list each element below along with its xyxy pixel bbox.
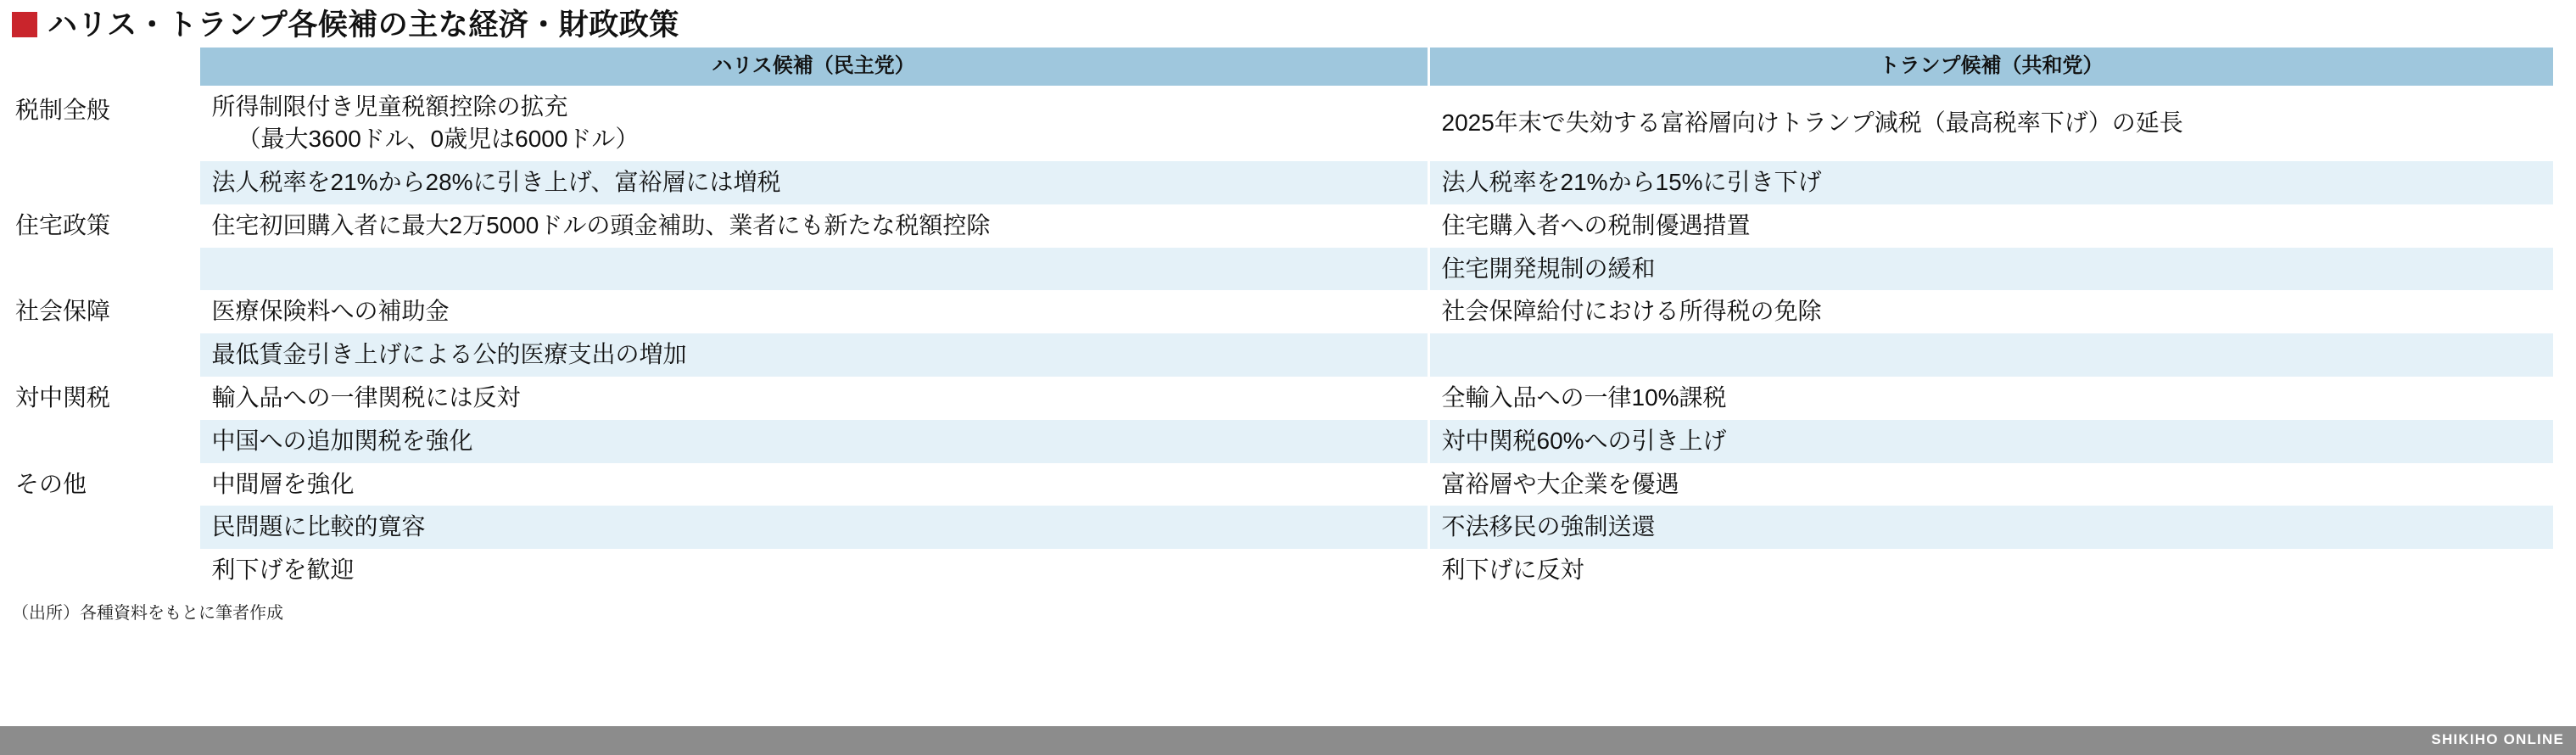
row-category-tax: 税制全般 (12, 86, 198, 161)
cell-harris-other-2: 民問題に比較的寛容 (198, 506, 1428, 549)
cell-trump-social-1: 社会保障給付における所得税の免除 (1428, 290, 2554, 333)
table-row (12, 377, 2554, 420)
table-row (12, 86, 2554, 161)
row-category-housing: 住宅政策 (12, 204, 198, 248)
cell-trump-tax-1: 2025年末で失効する富裕層向けトランプ減税（最高税率下げ）の延長 (1428, 86, 2554, 161)
row-category-china-tariff: 対中関税 (12, 377, 198, 420)
table-row (12, 463, 2554, 506)
cell-trump-other-2: 不法移民の強制送還 (1428, 506, 2554, 549)
table-wrap (0, 48, 2576, 592)
row-category-social-security: 社会保障 (12, 290, 198, 333)
cell-harris-tax-1-main: 所得制限付き児童税額控除の拡充 (211, 93, 568, 120)
cell-harris-other-3: 利下げを歓迎 (198, 549, 1428, 592)
table-row (12, 290, 2554, 333)
row-category-blank-1 (12, 161, 198, 204)
cell-harris-social-2: 最低賃金引き上げによる公的医療支出の増加 (198, 333, 1428, 377)
table-row (12, 549, 2554, 592)
column-header-trump: トランプ候補（共和党） (1428, 48, 2554, 86)
cell-trump-social-2 (1428, 333, 2554, 377)
cell-harris-tax-1-sub: （最大3600ドル、0歳児は6000ドル） (237, 126, 640, 153)
column-header-category (12, 48, 198, 86)
row-category-blank-5 (12, 506, 198, 549)
footer-brand-tag: SHIKIHO ONLINE (2431, 731, 2564, 747)
footer-bar (0, 726, 2576, 755)
policy-comparison-table (12, 48, 2556, 592)
cell-trump-housing-2: 住宅開発規制の緩和 (1428, 248, 2554, 291)
source-note: （出所）各種資料をもとに筆者作成 (12, 603, 283, 623)
table-header (12, 48, 2554, 86)
cell-harris-tax-1 (198, 86, 1428, 161)
cell-harris-other-1: 中間層を強化 (198, 463, 1428, 506)
table-row (12, 333, 2554, 377)
cell-trump-housing-1: 住宅購入者への税制優遇措置 (1428, 204, 2554, 248)
column-header-harris: ハリス候補（民主党） (198, 48, 1428, 86)
table-row (12, 420, 2554, 463)
table-row (12, 161, 2554, 204)
row-category-blank-2 (12, 248, 198, 291)
row-category-blank-3 (12, 333, 198, 377)
page-title: ハリス・トランプ各候補の主な経済・財政政策 (47, 8, 679, 42)
title-row (0, 0, 2576, 48)
cell-harris-tariff-1: 輸入品への一律関税には反対 (198, 377, 1428, 420)
row-category-blank-6 (12, 549, 198, 592)
table-row (12, 204, 2554, 248)
cell-trump-tax-2: 法人税率を21%から15%に引き下げ (1428, 161, 2554, 204)
cell-harris-tax-2: 法人税率を21%から28%に引き上げ、富裕層には増税 (198, 161, 1428, 204)
row-category-blank-4 (12, 420, 198, 463)
table-header-row (12, 48, 2554, 86)
table-body (12, 86, 2554, 592)
cell-harris-housing-1: 住宅初回購入者に最大2万5000ドルの頭金補助、業者にも新たな税額控除 (198, 204, 1428, 248)
row-category-other: その他 (12, 463, 198, 506)
cell-harris-social-1: 医療保険料への補助金 (198, 290, 1428, 333)
cell-harris-tariff-2: 中国への追加関税を強化 (198, 420, 1428, 463)
table-row (12, 248, 2554, 291)
cell-trump-other-3: 利下げに反対 (1428, 549, 2554, 592)
table-row (12, 506, 2554, 549)
cell-trump-other-1: 富裕層や大企業を優遇 (1428, 463, 2554, 506)
cell-trump-tariff-2: 対中関税60%への引き上げ (1428, 420, 2554, 463)
cell-harris-housing-2 (198, 248, 1428, 291)
title-marker-square (12, 12, 37, 37)
cell-trump-tariff-1: 全輸入品への一律10%課税 (1428, 377, 2554, 420)
